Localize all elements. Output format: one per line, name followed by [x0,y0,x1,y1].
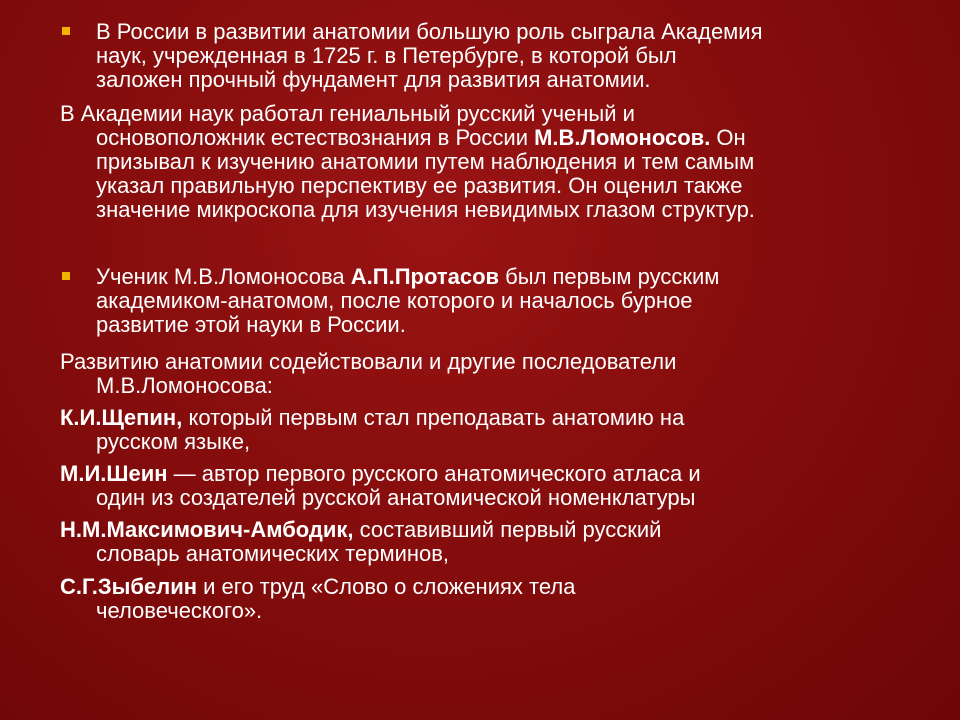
text-fragment: Он [710,125,746,150]
text-line [60,575,920,599]
text-fragment: основоположник естествознания в России [96,125,535,150]
paragraph-shein [60,462,920,510]
text-line [96,265,956,289]
name-lomonosov: М.В.Ломоносов. [534,125,711,150]
paragraph-followers [60,350,920,398]
text-fragment: и его труд «Слово о сложениях тела [197,574,576,599]
text-line: русском языке, [96,429,251,454]
text-line [60,406,920,430]
text-fragment: был первым русским [499,264,720,289]
text-line [60,126,920,150]
text-fragment: Ученик М.В.Ломоносова [96,264,351,289]
paragraph-shchepin [60,406,920,454]
name-zybelin: С.Г.Зыбелин [60,574,198,599]
name-shchepin: К.И.Щепин, [60,405,183,430]
paragraph-lomonosov [60,102,920,222]
text-line: В России в развитии анатомии большую роль сыграла Академия [96,19,763,44]
text-fragment: составивший первый русский [353,517,662,542]
text-line: один из создателей русской анатомической номенклатуры [96,485,696,510]
paragraph-protasov [60,265,956,337]
name-ambodik: Н.М.Максимович-Амбодик, [60,517,354,542]
text-line: значение микроскопа для изучения невидимых глазом структур. [96,197,755,222]
text-line: развитие этой науки в России. [96,312,406,337]
paragraph-zybelin [60,575,920,623]
text-line: М.В.Ломоносова: [96,373,273,398]
text-line: В Академии наук работал гениальный русский ученый и [60,101,635,126]
text-line: словарь анатомических терминов, [96,541,450,566]
text-line: призывал к изучению анатомии путем наблюдения и тем самым [96,149,755,174]
name-protasov: А.П.Протасов [350,264,500,289]
text-line: академиком-анатомом, после которого и началось бурное [96,288,693,313]
text-line: заложен прочный фундамент для развития анатомии. [96,67,651,92]
text-line [60,462,920,486]
text-line [60,518,920,542]
paragraph-ambodik [60,518,920,566]
paragraph-academy [60,20,956,92]
text-fragment: — автор первого русского анатомического атласа и [167,461,701,486]
text-line: Развитию анатомии содействовали и другие последователи [60,349,677,374]
text-fragment: который первым стал преподавать анатомию на [182,405,685,430]
name-shein: М.И.Шеин [60,461,168,486]
text-line: человеческого». [96,598,263,623]
text-line: наук, учрежденная в 1725 г. в Петербурге, в которой был [96,43,677,68]
text-line: указал правильную перспективу ее развития. Он оценил также [96,173,743,198]
